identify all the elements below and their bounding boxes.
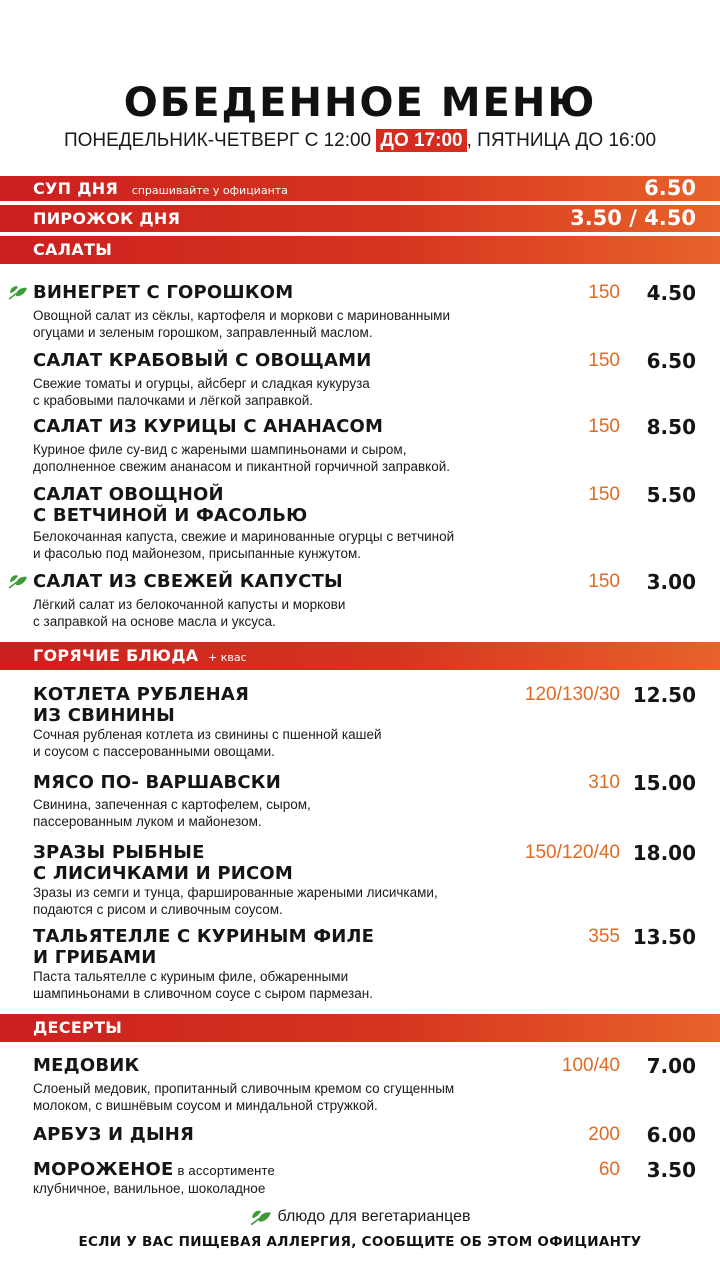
item-price: 4.50 bbox=[646, 281, 696, 305]
section-title: ДЕСЕРТЫ bbox=[33, 1018, 123, 1037]
item-name-line: КОТЛЕТА РУБЛЕНАЯ bbox=[33, 684, 250, 705]
item-description-line: Белокочанная капуста, свежие и маринованные огурцы с ветчиной bbox=[33, 529, 455, 544]
item-weight: 150 bbox=[588, 416, 620, 437]
item-name bbox=[33, 684, 473, 726]
vegetarian-legend bbox=[0, 1208, 720, 1226]
item-description bbox=[33, 375, 503, 409]
menu-item-pork-cutlet bbox=[0, 682, 720, 762]
menu-item-fresh-cabbage-salad bbox=[0, 569, 720, 629]
soup-of-day-note: спрашивайте у официанта bbox=[131, 184, 288, 197]
schedule-highlight: ДО 17:00 bbox=[376, 129, 466, 152]
item-weight: 120/130/30 bbox=[524, 684, 620, 705]
menu-item-fish-zrazy bbox=[0, 840, 720, 920]
item-name bbox=[33, 926, 473, 968]
item-description bbox=[33, 968, 503, 1002]
item-name-line: САЛАТ ОВОЩНОЙ bbox=[33, 484, 224, 505]
section-title: ГОРЯЧИЕ БЛЮДА bbox=[33, 646, 199, 665]
item-name: АРБУЗ И ДЫНЯ bbox=[33, 1124, 195, 1145]
soup-of-day-price: 6.50 bbox=[644, 176, 696, 200]
item-name-line: ТАЛЬЯТЕЛЛЕ С КУРИНЫМ ФИЛЕ bbox=[33, 926, 375, 947]
item-weight: 200 bbox=[588, 1124, 620, 1145]
leaf-icon bbox=[8, 573, 28, 589]
item-weight: 355 bbox=[588, 926, 620, 947]
item-description-line: Зразы из семги и тунца, фаршированные жареными лисичками, bbox=[33, 885, 438, 900]
menu-item-warsaw-meat bbox=[0, 770, 720, 830]
item-price: 6.00 bbox=[646, 1123, 696, 1147]
soup-of-day-label: СУП ДНЯ bbox=[33, 179, 119, 198]
soup-of-day-band bbox=[0, 176, 720, 201]
item-name: ВИНЕГРЕТ С ГОРОШКОМ bbox=[33, 282, 294, 303]
item-description-line: Паста тальятелле с куриным филе, обжаренными bbox=[33, 969, 349, 984]
menu-item-veg-ham-bean-salad bbox=[0, 482, 720, 562]
page-title: ОБЕДЕННОЕ МЕНЮ bbox=[123, 80, 597, 126]
item-name-line: ИЗ СВИНИНЫ bbox=[33, 705, 175, 726]
menu-item-crab-salad bbox=[0, 348, 720, 408]
item-name: САЛАТ КРАБОВЫЙ С ОВОЩАМИ bbox=[33, 350, 372, 371]
item-description-line: Свинина, запеченная с картофелем, сыром, bbox=[33, 797, 311, 812]
section-header-hot-dishes bbox=[0, 642, 720, 670]
item-weight: 150 bbox=[588, 571, 620, 592]
item-description bbox=[33, 1180, 503, 1197]
item-price: 5.50 bbox=[646, 483, 696, 507]
leaf-icon bbox=[8, 284, 28, 300]
item-description bbox=[33, 796, 503, 830]
item-description-line: шампиньонами в сливочном соусе с сыром пармезан. bbox=[33, 986, 373, 1001]
item-description bbox=[33, 726, 503, 760]
pie-of-day-band bbox=[0, 205, 720, 232]
item-price: 13.50 bbox=[632, 925, 696, 949]
item-name bbox=[33, 842, 473, 884]
item-description-line: подаются с рисом и сливочным соусом. bbox=[33, 902, 283, 917]
item-weight: 60 bbox=[598, 1159, 620, 1180]
item-price: 15.00 bbox=[632, 771, 696, 795]
menu-item-chicken-pineapple-salad bbox=[0, 414, 720, 474]
item-price: 18.00 bbox=[632, 841, 696, 865]
item-name-line: С ВЕТЧИНОЙ И ФАСОЛЬЮ bbox=[33, 505, 308, 526]
item-name: САЛАТ ИЗ КУРИЦЫ С АНАНАСОМ bbox=[33, 416, 384, 437]
item-name: МЯСО ПО- ВАРШАВСКИ bbox=[33, 772, 281, 793]
item-description-line: пассерованным луком и майонезом. bbox=[33, 814, 262, 829]
item-description bbox=[33, 596, 503, 630]
item-name-line: И ГРИБАМИ bbox=[33, 947, 157, 968]
item-weight: 150/120/40 bbox=[524, 842, 620, 863]
item-description-line: с заправкой на основе масла и уксуса. bbox=[33, 614, 276, 629]
item-description-line: с крабовыми палочками и лёгкой заправкой. bbox=[33, 393, 313, 408]
section-title: САЛАТЫ bbox=[33, 240, 113, 259]
item-description-line: огуцами и зеленым горошком, заправленный маслом. bbox=[33, 325, 373, 340]
menu-item-vinegret bbox=[0, 280, 720, 340]
item-weight: 150 bbox=[588, 484, 620, 505]
item-description-line: Слоеный медовик, пропитанный сливочным кремом со сгущенным bbox=[33, 1081, 455, 1096]
item-description-line: и фасолью под майонезом, присыпанные кунжутом. bbox=[33, 546, 362, 561]
schedule-line bbox=[0, 130, 720, 152]
schedule-friday: , ПЯТНИЦА ДО 16:00 bbox=[466, 130, 657, 151]
section-header-desserts bbox=[0, 1014, 720, 1042]
leaf-icon bbox=[250, 1208, 272, 1226]
item-description-line: Куриное филе су-вид с жареными шампиньонами и сыром, bbox=[33, 442, 407, 457]
item-description bbox=[33, 307, 503, 341]
item-description bbox=[33, 441, 503, 475]
section-header-salads bbox=[0, 236, 720, 264]
pie-of-day-label: ПИРОЖОК ДНЯ bbox=[33, 209, 181, 228]
item-name bbox=[33, 484, 473, 526]
menu-item-ice-cream bbox=[0, 1157, 720, 1202]
menu-item-medovik bbox=[0, 1053, 720, 1113]
item-weight: 150 bbox=[588, 350, 620, 371]
item-description-line: Овощной салат из сёклы, картофеля и моркови с маринованными bbox=[33, 308, 451, 323]
item-price: 6.50 bbox=[646, 349, 696, 373]
item-name-text: МОРОЖЕНОЕ bbox=[33, 1159, 174, 1180]
item-price: 8.50 bbox=[646, 415, 696, 439]
item-name-line: С ЛИСИЧКАМИ И РИСОМ bbox=[33, 863, 294, 884]
item-name-line: ЗРАЗЫ РЫБНЫЕ bbox=[33, 842, 205, 863]
allergy-notice: ЕСЛИ У ВАС ПИЩЕВАЯ АЛЛЕРГИЯ, СООБЩИТЕ ОБ ЭТОМ ОФИЦИАНТУ bbox=[78, 1234, 642, 1250]
item-price: 12.50 bbox=[632, 683, 696, 707]
item-description-line: Лёгкий салат из белокочанной капусты и моркови bbox=[33, 597, 346, 612]
menu-item-watermelon-melon bbox=[0, 1122, 720, 1152]
item-name bbox=[33, 1159, 473, 1181]
item-price: 3.00 bbox=[646, 570, 696, 594]
schedule-weekdays: ПОНЕДЕЛЬНИК-ЧЕТВЕРГ С 12:00 bbox=[63, 130, 372, 151]
item-price: 7.00 bbox=[646, 1054, 696, 1078]
legend-text: блюдо для вегетарианцев bbox=[277, 1208, 471, 1226]
item-name: САЛАТ ИЗ СВЕЖЕЙ КАПУСТЫ bbox=[33, 571, 343, 592]
item-description bbox=[33, 528, 503, 562]
item-description-line: и соусом с пассерованными овощами. bbox=[33, 744, 275, 759]
pie-of-day-price: 3.50 / 4.50 bbox=[570, 206, 696, 230]
item-weight: 310 bbox=[588, 772, 620, 793]
item-description bbox=[33, 1080, 503, 1114]
item-description-line: дополненное свежим ананасом и пикантной горчичной заправкой. bbox=[33, 459, 451, 474]
item-note: в ассортименте bbox=[177, 1163, 275, 1178]
item-weight: 100/40 bbox=[561, 1055, 620, 1076]
section-note: + квас bbox=[208, 651, 247, 664]
item-name: МЕДОВИК bbox=[33, 1055, 140, 1076]
item-description-line: Сочная рубленая котлета из свинины с пшенной кашей bbox=[33, 727, 382, 742]
item-description-line: Свежие томаты и огурцы, айсберг и сладкая кукуруза bbox=[33, 376, 370, 391]
item-description-line: клубничное, ванильное, шоколадное bbox=[33, 1181, 266, 1196]
menu-item-tagliatelle bbox=[0, 924, 720, 1004]
item-price: 3.50 bbox=[646, 1158, 696, 1182]
item-description bbox=[33, 884, 503, 918]
item-description-line: молоком, с вишнёвым соусом и миндальной стружкой. bbox=[33, 1098, 378, 1113]
item-weight: 150 bbox=[588, 282, 620, 303]
